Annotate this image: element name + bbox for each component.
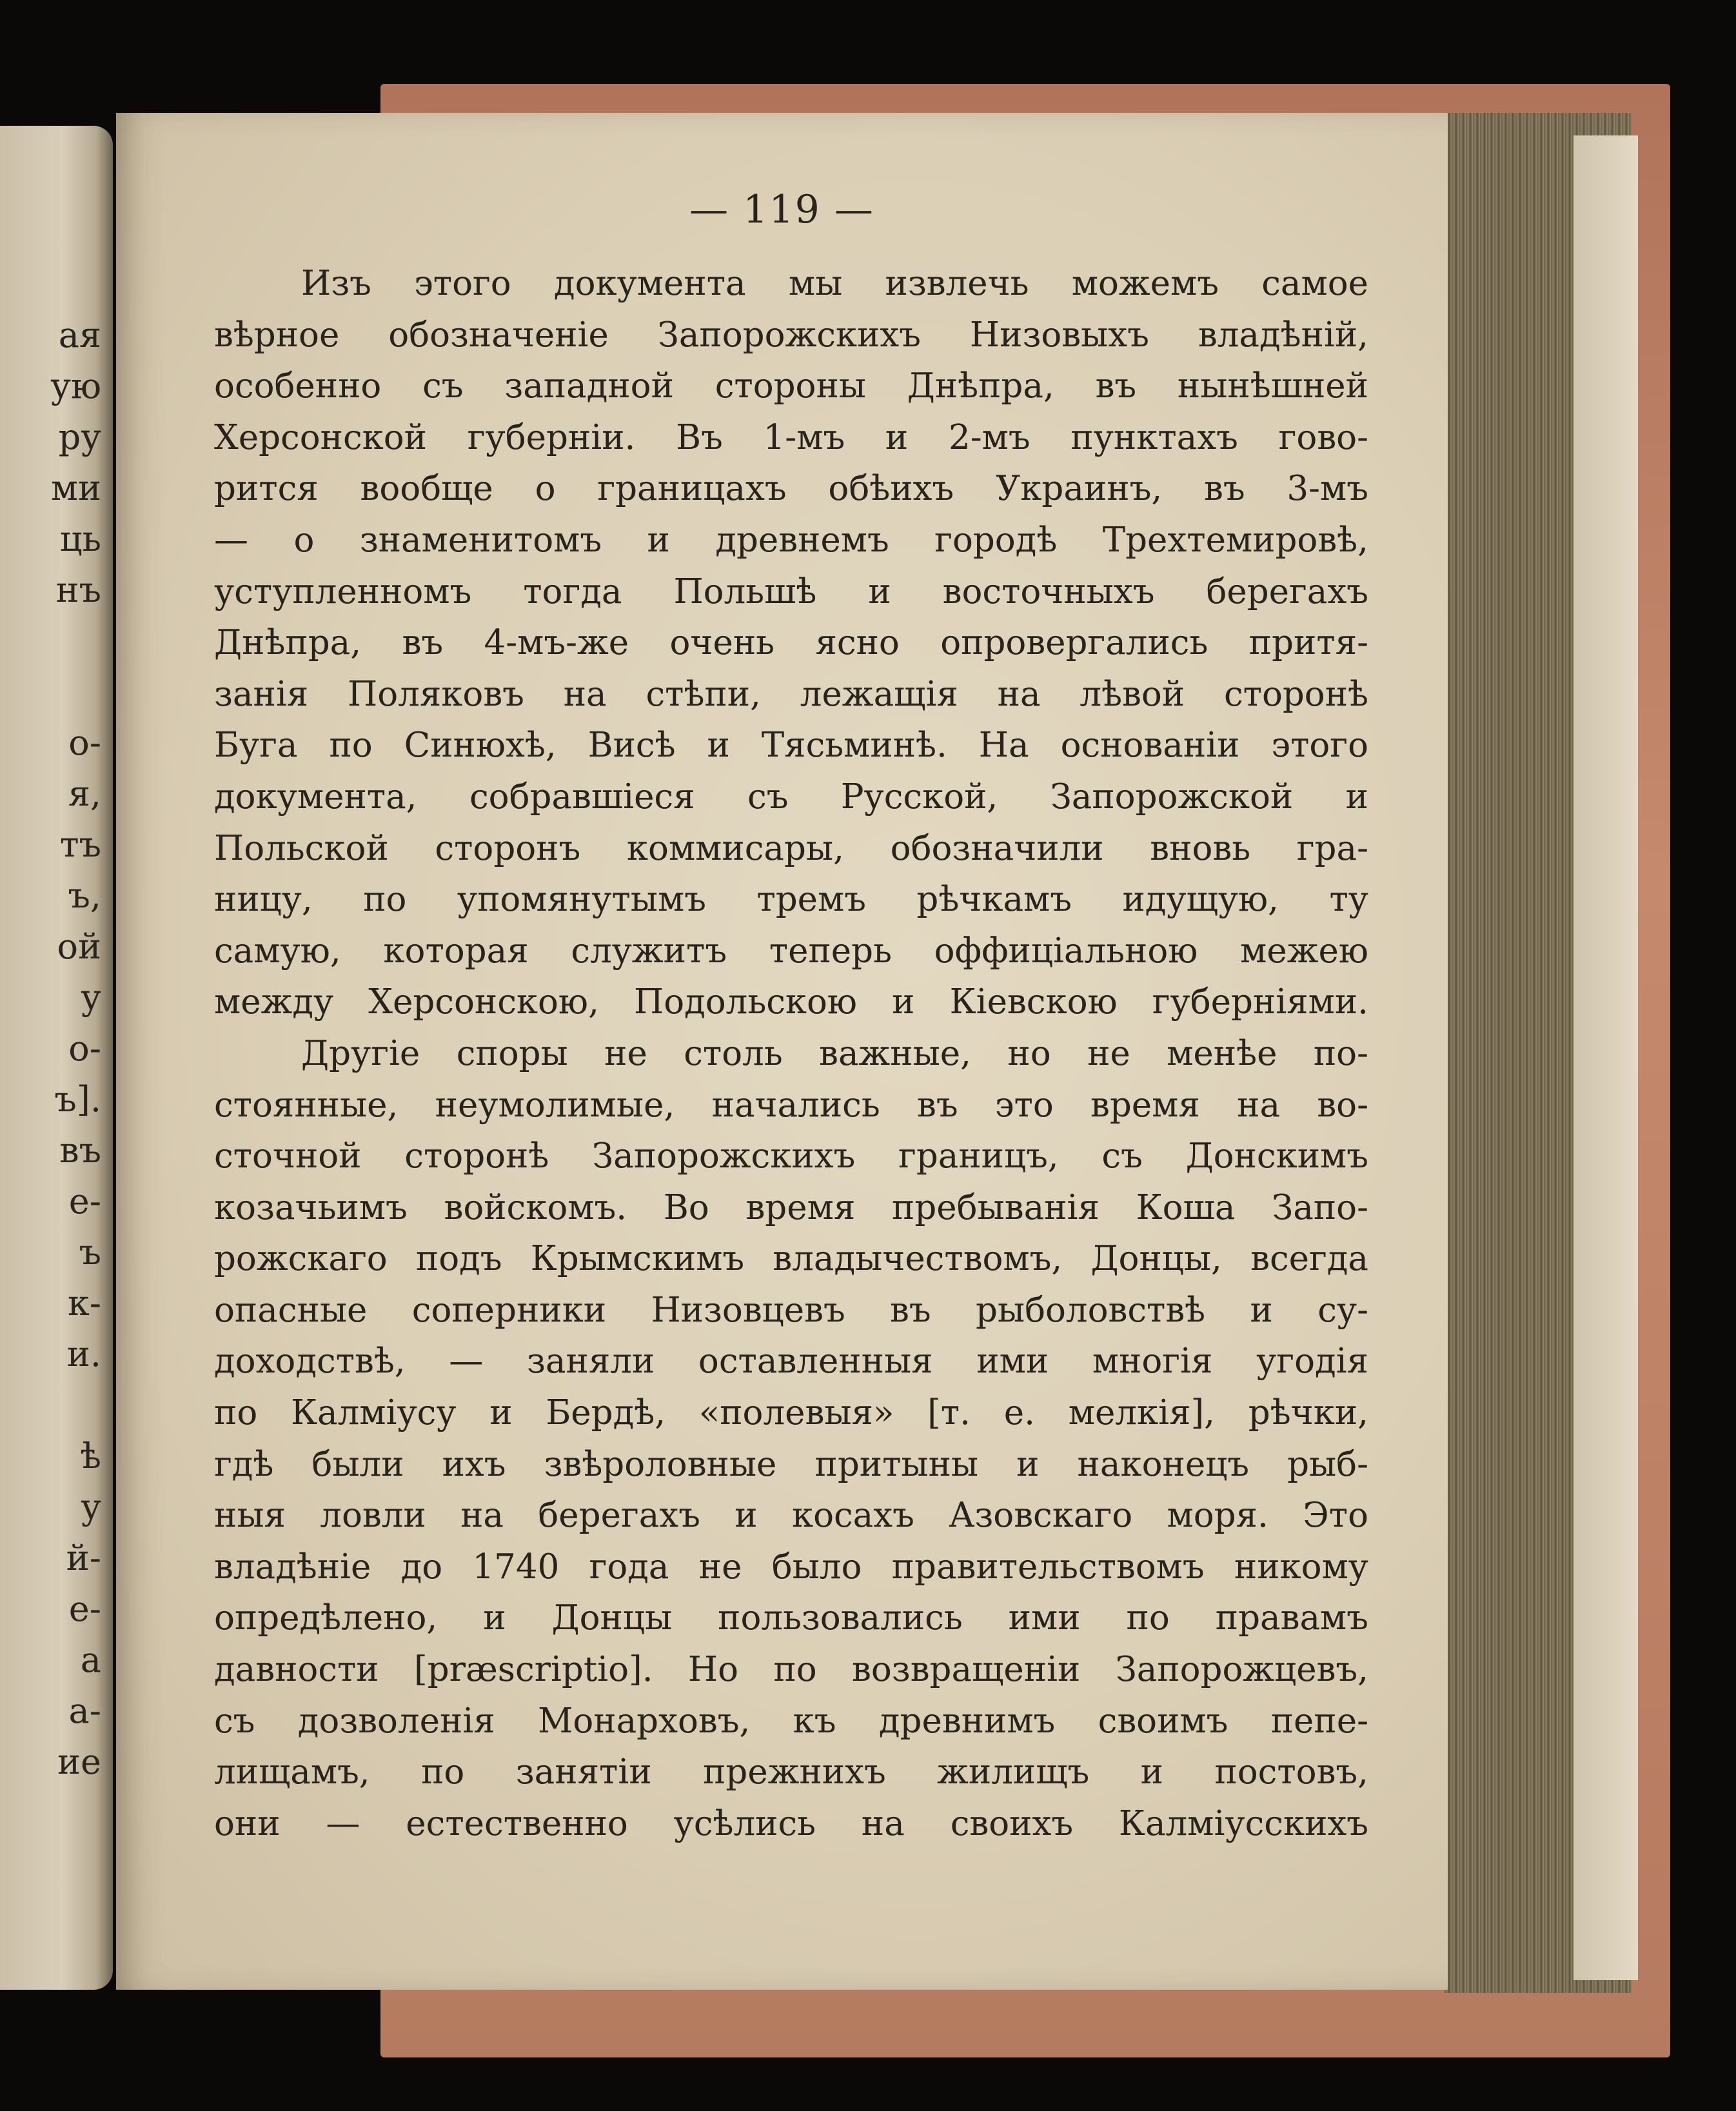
- text-line: рожскаго подъ Крымскимъ владычествомъ, Донцы, всегда: [214, 1239, 1368, 1279]
- left-page-fragment-line: ъ].: [54, 1079, 101, 1120]
- text-line: лищамъ, по занятіи прежнихъ жилищъ и постовъ,: [214, 1752, 1368, 1792]
- left-page-fragment-line: у: [81, 977, 101, 1018]
- left-page-fragment-line: нъ: [55, 570, 101, 610]
- text-line: по Калміусу и Бердѣ, «полевыя» [т. е. мелкія], рѣчки,: [214, 1393, 1368, 1433]
- text-line: гдѣ были ихъ звѣроловные притыны и наконецъ рыб-: [214, 1444, 1368, 1484]
- left-page-fragment-line: к-: [68, 1283, 101, 1323]
- left-page-fragment-line: а-: [68, 1690, 101, 1731]
- text-line: документа, собравшіеся съ Русской, Запорожской и: [214, 777, 1368, 817]
- text-line: ницу, по упомянутымъ тремъ рѣчкамъ идущую, ту: [214, 880, 1368, 920]
- text-line: сточной сторонѣ Запорожскихъ границъ, съ Донскимъ: [214, 1136, 1368, 1176]
- left-page-fragment-line: ру: [58, 417, 101, 457]
- left-page-fragment-line: ъ: [79, 1232, 101, 1273]
- left-page-fragment-line: въ: [59, 1130, 101, 1171]
- left-page-fragment: [0, 126, 113, 1990]
- left-page-fragment-line: [50, 666, 101, 717]
- text-line: стоянные, неумолимые, начались въ это время на во-: [214, 1085, 1368, 1125]
- left-page-fragment-line: ѣ: [80, 1436, 101, 1476]
- text-line: самую, которая служитъ теперь оффиціальною межею: [214, 931, 1368, 971]
- text-line: Другіе споры не столь важные, но не менѣе по-: [301, 1033, 1368, 1073]
- left-page-fragment-line: о-: [68, 722, 101, 763]
- left-page-fragment-line: й-: [66, 1538, 101, 1578]
- left-page-fragment-line: [50, 615, 101, 666]
- left-page-fragment-line: е-: [68, 1181, 101, 1222]
- text-line: рится вообще о границахъ обѣихъ Украинъ, въ 3-мъ: [214, 469, 1368, 509]
- page-edges-highlight: [1573, 135, 1638, 1980]
- left-page-fragment-line: а: [80, 1640, 101, 1680]
- text-line: козачьимъ войскомъ. Во время пребыванія Коша Запо-: [214, 1187, 1368, 1227]
- left-page-fragment-line: ми: [51, 468, 101, 508]
- text-line: Изъ этого документа мы извлечь можемъ самое: [301, 264, 1368, 303]
- body-text: [214, 258, 1368, 1849]
- page-number: — 119 —: [689, 187, 874, 232]
- left-page-fragment-line: [50, 1380, 101, 1431]
- left-page-fragment-line: ой: [57, 926, 101, 967]
- text-line: вѣрное обозначеніе Запорожскихъ Низовыхъ владѣній,: [214, 315, 1368, 355]
- left-page-fragment-line: я,: [68, 773, 101, 814]
- text-line: ныя ловли на берегахъ и косахъ Азовскаго моря. Это: [214, 1496, 1368, 1536]
- left-page-text-fragments: [50, 310, 101, 1787]
- text-line: уступленномъ тогда Польшѣ и восточныхъ берегахъ: [214, 571, 1368, 611]
- left-page-fragment-line: ць: [59, 519, 101, 559]
- text-line: Днѣпра, въ 4-мъ-же очень ясно опровергались притя-: [214, 623, 1368, 663]
- left-page-fragment-line: тъ: [59, 824, 101, 865]
- left-page-fragment-line: ие: [57, 1741, 101, 1782]
- left-page-fragment-line: ую: [50, 366, 101, 406]
- text-line: особенно съ западной стороны Днѣпра, въ нынѣшней: [214, 366, 1368, 406]
- text-line: Польской сторонъ коммисары, обозначили вновь гра-: [214, 828, 1368, 868]
- text-line: опасные соперники Низовцевъ въ рыболовствѣ и су-: [214, 1290, 1368, 1330]
- left-page-fragment-line: о-: [68, 1028, 101, 1069]
- left-page-fragment-line: у: [81, 1487, 101, 1527]
- text-line: съ дозволенія Монарховъ, къ древнимъ своимъ пепе-: [214, 1701, 1368, 1741]
- text-line: занія Поляковъ на стѣпи, лежащія на лѣвой сторонѣ: [214, 674, 1368, 714]
- text-line: они — естественно усѣлись на своихъ Калміусскихъ: [214, 1803, 1368, 1843]
- text-line: между Херсонскою, Подольскою и Кіевскою губерніями.: [214, 982, 1368, 1022]
- text-line: — о знаменитомъ и древнемъ городѣ Трехтемировѣ,: [214, 520, 1368, 560]
- left-page-fragment-line: и.: [66, 1334, 101, 1374]
- left-page-fragment-line: е-: [68, 1589, 101, 1629]
- text-line: владѣніе до 1740 года не было правительствомъ никому: [214, 1547, 1368, 1587]
- text-line: Буга по Синюхѣ, Висѣ и Тясьминѣ. На основаніи этого: [214, 726, 1368, 766]
- left-page-fragment-line: ъ,: [68, 875, 101, 916]
- text-line: опредѣлено, и Донцы пользовались ими по правамъ: [214, 1598, 1368, 1638]
- text-line: Херсонской губерніи. Въ 1-мъ и 2-мъ пунктахъ гово-: [214, 417, 1368, 457]
- left-page-fragment-line: ая: [58, 315, 101, 355]
- text-line: давности [præscriptio]. Но по возвращеніи Запорожцевъ,: [214, 1650, 1368, 1690]
- right-page: [116, 113, 1448, 1990]
- text-line: доходствѣ, — заняли оставленныя ими многія угодія: [214, 1342, 1368, 1382]
